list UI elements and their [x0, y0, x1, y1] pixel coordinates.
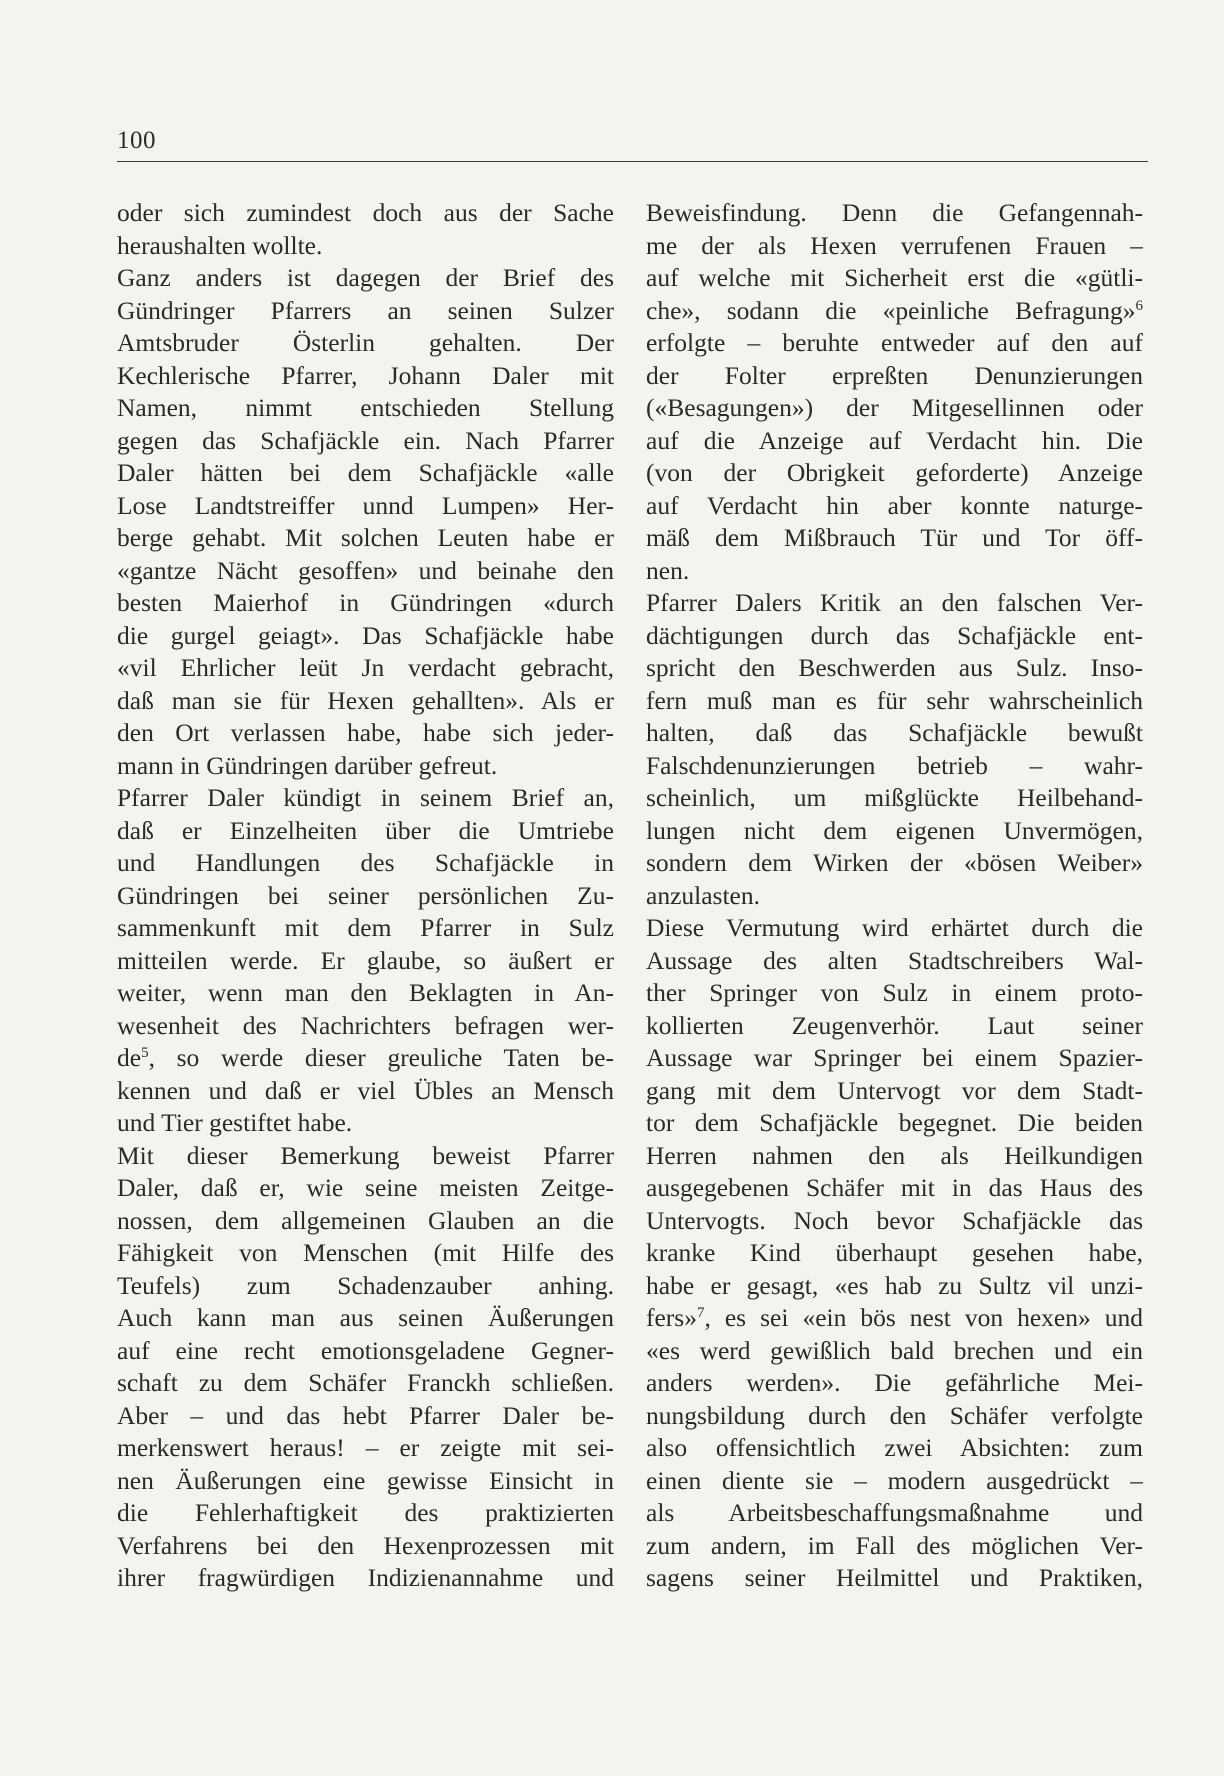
text-line-content: halten, daß das Schafjäckle bewußt — [646, 718, 1143, 747]
text-line-content: der Folter erpreßten Denunzierungen — [646, 360, 1143, 390]
text-line-content: gegen das Schafjäckle ein. Nach Pfarrer — [117, 425, 614, 455]
text-line — [117, 392, 614, 425]
text-line-content: ausgegebenen Schäfer mit in das Haus des — [646, 1173, 1143, 1202]
text-line — [646, 1237, 1143, 1270]
text-line — [646, 262, 1143, 295]
text-line-content: Pfarrer Dalers Kritik an den falschen Ver- — [646, 588, 1143, 617]
text-line-content: sondern dem Wirken der «bösen Weiber» — [646, 848, 1143, 877]
text-line — [646, 197, 1143, 230]
text-line — [646, 880, 1143, 913]
header-rule — [117, 161, 1148, 162]
page-number: 100 — [117, 127, 156, 154]
text-line — [117, 1270, 614, 1303]
text-line — [646, 457, 1143, 490]
text-line — [117, 587, 614, 620]
text-line-content: de — [117, 1043, 142, 1072]
text-line — [117, 717, 614, 750]
text-line-content: me der als Hexen verrufenen Frauen – — [646, 230, 1143, 260]
footnote-marker: 7 — [696, 1305, 705, 1321]
text-line — [646, 425, 1143, 458]
text-line — [117, 457, 614, 490]
text-line — [117, 1465, 614, 1498]
text-line — [646, 1335, 1143, 1368]
text-line — [117, 555, 614, 588]
text-line-content: kollierten Zeugenverhör. Laut seiner — [646, 1010, 1143, 1040]
text-line — [646, 977, 1143, 1010]
text-line — [117, 522, 614, 555]
text-line-content: Lose Landtstreiffer unnd Lumpen» Her- — [117, 490, 614, 520]
text-line-content: sagens seiner Heilmittel und Praktiken, — [646, 1563, 1143, 1592]
text-line — [117, 1140, 614, 1173]
text-line-content: Amtsbruder Österlin gehalten. Der — [117, 328, 614, 357]
text-line — [117, 782, 614, 815]
text-line-content: Herren nahmen den als Heilkundigen — [646, 1140, 1143, 1170]
text-line-content: mitteilen werde. Er glaube, so äußert er — [117, 945, 614, 975]
text-line — [646, 717, 1143, 750]
text-line-continuation: , so werde dieser greuliche Taten be- — [148, 1043, 614, 1072]
text-line-content: auf die Anzeige auf Verdacht hin. Die — [646, 425, 1143, 455]
text-line — [117, 1107, 614, 1140]
text-line-content: daß man sie für Hexen gehallten». Als er — [117, 685, 614, 715]
text-line-content: merkenswert heraus! – er zeigte mit sei- — [117, 1433, 614, 1462]
text-line — [646, 327, 1143, 360]
text-line-content: Aussage des alten Stadtschreibers Wal- — [646, 945, 1143, 975]
text-line-content: (von der Obrigkeit geforderte) Anzeige — [646, 458, 1143, 487]
text-line-content: «vil Ehrlicher leüt Jn verdacht gebracht, — [117, 653, 614, 682]
text-line-content: («Besagungen») der Mitgesellinnen oder — [646, 393, 1143, 422]
text-line-content: sammenkunft mit dem Pfarrer in Sulz — [117, 913, 614, 942]
text-line-content: ihrer fragwürdigen Indizienannahme und — [117, 1563, 614, 1592]
text-line-content: anzulasten. — [646, 880, 760, 910]
text-line-content: Daler hätten bei dem Schafjäckle «alle — [117, 458, 614, 487]
text-line — [646, 782, 1143, 815]
text-line — [646, 587, 1143, 620]
text-line-content: auf eine recht emotionsgeladene Gegner- — [117, 1335, 614, 1365]
text-line-content: die gurgel geiagt». Das Schafjäckle habe — [117, 620, 614, 650]
text-line — [117, 295, 614, 328]
text-line-content: che», sodann die «peinliche Befragung» — [646, 295, 1136, 325]
text-line — [117, 1075, 614, 1108]
text-line — [117, 1205, 614, 1238]
text-line-content: Untervogts. Noch bevor Schafjäckle das — [646, 1205, 1143, 1235]
text-line-content: Kechlerische Pfarrer, Johann Daler mit — [117, 360, 614, 390]
text-line-content: «es werd gewißlich bald brechen und ein — [646, 1335, 1143, 1365]
text-line — [117, 1237, 614, 1270]
text-line-content: Auch kann man aus seinen Äußerungen — [117, 1303, 614, 1332]
text-line-content: fern muß man es für sehr wahrscheinlich — [646, 685, 1143, 715]
text-line — [646, 1367, 1143, 1400]
text-line — [117, 652, 614, 685]
text-line-content: heraushalten wollte. — [117, 230, 323, 260]
text-line — [646, 1432, 1143, 1465]
text-line-content: daß er Einzelheiten über die Umtriebe — [117, 815, 614, 845]
text-line-content: berge gehabt. Mit solchen Leuten habe er — [117, 523, 614, 552]
text-line-content: Mit dieser Bemerkung beweist Pfarrer — [117, 1140, 614, 1170]
text-line-content: ther Springer von Sulz in einem proto- — [646, 978, 1143, 1007]
text-line-content: kennen und daß er viel Übles an Mensch — [117, 1075, 614, 1105]
text-line — [646, 1010, 1143, 1043]
text-line — [646, 522, 1143, 555]
text-line-content: Aber – und das hebt Pfarrer Daler be- — [117, 1400, 614, 1430]
text-line — [646, 1400, 1143, 1433]
text-line — [646, 490, 1143, 523]
text-line — [646, 360, 1143, 393]
text-line-content: Falschdenunzierungen betrieb – wahr- — [646, 750, 1143, 780]
text-line — [646, 1465, 1143, 1498]
text-line-content: zum andern, im Fall des möglichen Ver- — [646, 1530, 1143, 1560]
text-line — [646, 1205, 1143, 1238]
text-line-content: Gündringen bei seiner persönlichen Zu- — [117, 880, 614, 910]
text-line — [646, 620, 1143, 653]
text-line — [646, 295, 1143, 328]
text-line-content: spricht den Beschwerden aus Sulz. Inso- — [646, 653, 1143, 682]
text-line-content: wesenheit des Nachrichters befragen wer- — [117, 1010, 614, 1040]
text-line — [117, 1367, 614, 1400]
text-line-content: lungen nicht dem eigenen Unvermögen, — [646, 815, 1143, 845]
text-line-content: anders werden». Die gefährliche Mei- — [646, 1368, 1143, 1397]
text-line — [117, 1400, 614, 1433]
text-line-content: die Fehlerhaftigkeit des praktizierten — [117, 1498, 614, 1527]
text-line — [117, 360, 614, 393]
text-line-content: dächtigungen durch das Schafjäckle ent- — [646, 620, 1143, 650]
text-line-content: nungsbildung durch den Schäfer verfolgte — [646, 1400, 1143, 1430]
text-line — [117, 1042, 614, 1075]
text-line-content: fers» — [646, 1303, 697, 1332]
text-line-content: kranke Kind überhaupt gesehen habe, — [646, 1238, 1143, 1267]
text-line — [646, 1302, 1143, 1335]
text-line — [646, 685, 1143, 718]
text-line-content: auf welche mit Sicherheit erst die «gütli- — [646, 263, 1143, 292]
text-line-content: mann in Gündringen darüber gefreut. — [117, 750, 498, 780]
text-line-content: Aussage war Springer bei einem Spazier- — [646, 1043, 1143, 1072]
text-line — [117, 230, 614, 263]
footnote-marker: 5 — [141, 1045, 149, 1061]
text-line — [117, 880, 614, 913]
text-line-content: erfolgte – beruhte entweder auf den auf — [646, 328, 1143, 357]
text-line — [646, 912, 1143, 945]
text-line-content: oder sich zumindest doch aus der Sache — [117, 198, 614, 227]
text-line — [646, 230, 1143, 263]
text-line — [117, 1172, 614, 1205]
text-line-content: Fähigkeit von Menschen (mit Hilfe des — [117, 1238, 614, 1267]
text-line-content: besten Maierhof in Gündringen «durch — [117, 588, 614, 617]
text-line — [117, 1530, 614, 1563]
text-line — [117, 490, 614, 523]
text-line-content: nen. — [646, 555, 690, 585]
text-line — [646, 1562, 1143, 1595]
text-line — [646, 945, 1143, 978]
text-line — [646, 1270, 1143, 1303]
text-line-content: nossen, dem allgemeinen Glauben an die — [117, 1205, 614, 1235]
text-line — [646, 750, 1143, 783]
text-line — [117, 1497, 614, 1530]
text-line — [117, 750, 614, 783]
text-line-content: Beweisfindung. Denn die Gefangennah- — [646, 198, 1143, 227]
text-line — [117, 1010, 614, 1043]
text-line — [646, 1172, 1143, 1205]
text-line-content: auf Verdacht hin aber konnte naturge- — [646, 490, 1143, 520]
text-line-content: «gantze Nächt gesoffen» und beinahe den — [117, 555, 614, 585]
right-text-column — [646, 197, 1143, 1595]
text-line-continuation: , es sei «ein bös nest von hexen» und — [704, 1303, 1143, 1332]
text-line — [646, 555, 1143, 588]
text-line — [646, 1075, 1143, 1108]
text-line — [117, 1302, 614, 1335]
text-line — [117, 262, 614, 295]
text-line — [117, 847, 614, 880]
text-line — [117, 1432, 614, 1465]
text-line — [117, 197, 614, 230]
text-line — [117, 912, 614, 945]
text-line — [646, 1107, 1143, 1140]
text-line — [117, 327, 614, 360]
footnote-marker: 6 — [1135, 297, 1143, 314]
text-line — [646, 1497, 1143, 1530]
text-line-content: Namen, nimmt entschieden Stellung — [117, 393, 614, 422]
text-line-content: und Handlungen des Schafjäckle in — [117, 848, 614, 877]
text-line-content: Pfarrer Daler kündigt in seinem Brief an, — [117, 783, 614, 812]
text-line — [646, 1140, 1143, 1173]
text-line — [117, 685, 614, 718]
text-line-content: Ganz anders ist dagegen der Brief des — [117, 263, 614, 292]
text-line — [646, 847, 1143, 880]
text-line-content: gang mit dem Untervogt vor dem Stadt- — [646, 1075, 1143, 1105]
text-line — [646, 652, 1143, 685]
text-line — [117, 945, 614, 978]
text-line-content: Diese Vermutung wird erhärtet durch die — [646, 913, 1143, 942]
text-line-content: tor dem Schafjäckle begegnet. Die beiden — [646, 1108, 1143, 1137]
text-line-content: weiter, wenn man den Beklagten in An- — [117, 978, 614, 1007]
text-line-content: Teufels) zum Schadenzauber anhing. — [117, 1270, 614, 1300]
text-line — [117, 425, 614, 458]
text-line-content: nen Äußerungen eine gewisse Einsicht in — [117, 1465, 614, 1495]
text-line-content: Verfahrens bei den Hexenprozessen mit — [117, 1530, 614, 1560]
text-line — [646, 1042, 1143, 1075]
text-line — [646, 1530, 1143, 1563]
text-line-content: als Arbeitsbeschaffungsmaßnahme und — [646, 1498, 1143, 1527]
text-line-content: Daler, daß er, wie seine meisten Zeitge- — [117, 1173, 614, 1202]
text-line — [117, 977, 614, 1010]
text-line — [117, 815, 614, 848]
text-line-content: und Tier gestiftet habe. — [117, 1108, 353, 1137]
text-line-content: schaft zu dem Schäfer Franckh schließen. — [117, 1368, 614, 1397]
text-line-content: Gündringer Pfarrers an seinen Sulzer — [117, 295, 614, 325]
text-line-content: also offensichtlich zwei Absichten: zum — [646, 1433, 1143, 1462]
text-line — [646, 392, 1143, 425]
text-line — [646, 815, 1143, 848]
text-line — [117, 1335, 614, 1368]
left-text-column — [117, 197, 614, 1595]
text-line — [117, 1562, 614, 1595]
text-line-content: einen diente sie – modern ausgedrückt – — [646, 1465, 1143, 1495]
text-line-content: scheinlich, um mißglückte Heilbehand- — [646, 783, 1143, 812]
text-line-content: habe er gesagt, «es hab zu Sultz vil unzi- — [646, 1270, 1143, 1300]
text-line-content: mäß dem Mißbrauch Tür und Tor öff- — [646, 523, 1143, 552]
text-line — [117, 620, 614, 653]
text-line-content: den Ort verlassen habe, habe sich jeder- — [117, 718, 614, 747]
